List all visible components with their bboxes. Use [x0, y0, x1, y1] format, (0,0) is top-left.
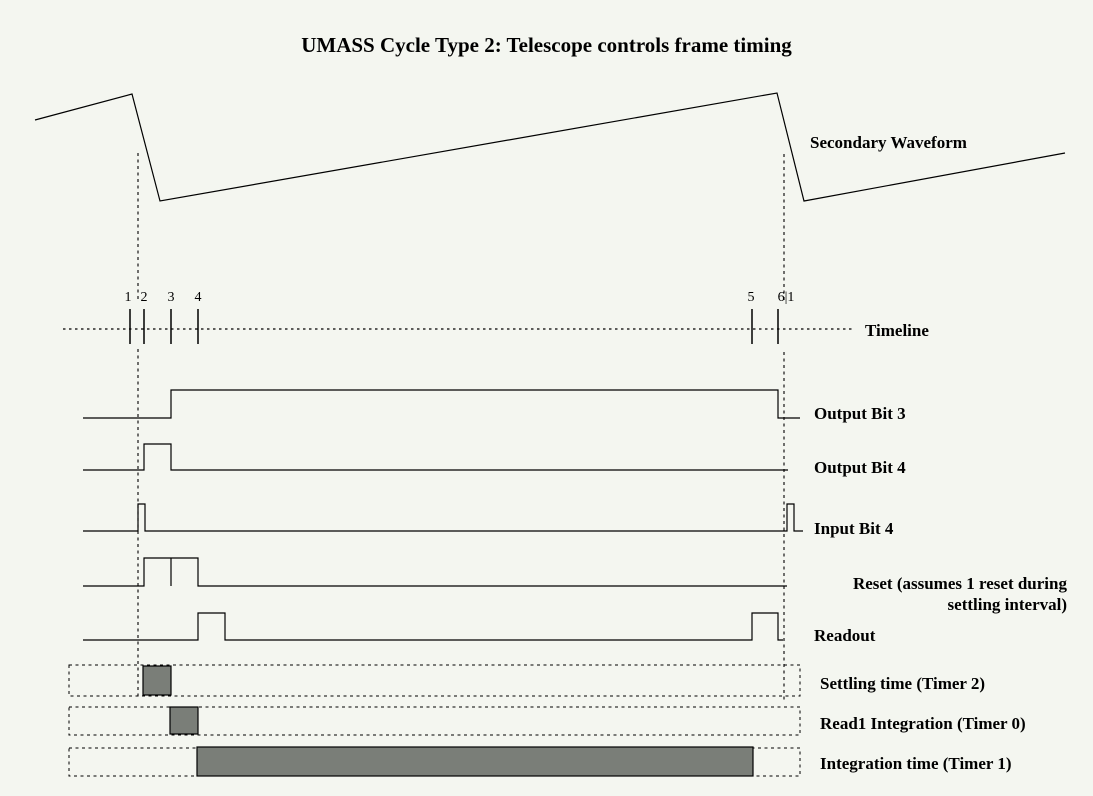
settling-timer-fill — [143, 666, 171, 695]
read1-timer-fill — [170, 707, 198, 734]
timeline-tick-label: 3 — [167, 290, 175, 305]
timeline-tick-label: 1 — [124, 290, 132, 305]
readout-label: Readout — [814, 626, 876, 645]
reset-label — [814, 573, 1067, 615]
reset-label-line2: settling interval) — [947, 595, 1067, 614]
output-bit-4-label: Output Bit 4 — [814, 458, 906, 477]
secondary-waveform-label: Secondary Waveform — [810, 133, 967, 152]
read1-timer-label: Read1 Integration (Timer 0) — [820, 714, 1026, 733]
timeline-tick-label: 5 — [747, 290, 755, 305]
integration-timer-label: Integration time (Timer 1) — [820, 754, 1012, 773]
timeline-tick-label: 4 — [194, 290, 202, 305]
integration-timer-fill — [197, 747, 753, 776]
timeline-tick-label: 2 — [140, 290, 148, 305]
signal-trace-output-bit-3 — [83, 390, 800, 418]
settling-timer-label: Settling time (Timer 2) — [820, 674, 986, 693]
signal-trace-input-bit-4 — [83, 504, 803, 531]
signal-trace-reset — [83, 558, 787, 586]
settling-timer-band — [69, 665, 800, 696]
reset-label-line1: Reset (assumes 1 reset during — [852, 574, 1067, 593]
signal-trace-readout — [83, 613, 783, 640]
output-bit-3-label: Output Bit 3 — [814, 404, 906, 423]
page-title: UMASS Cycle Type 2: Telescope controls frame timing — [301, 33, 792, 57]
timeline-label: Timeline — [865, 321, 929, 340]
input-bit-4-label: Input Bit 4 — [814, 519, 894, 538]
signal-trace-output-bit-4 — [83, 444, 788, 470]
timeline-tick-label: 6|1 — [777, 290, 795, 305]
